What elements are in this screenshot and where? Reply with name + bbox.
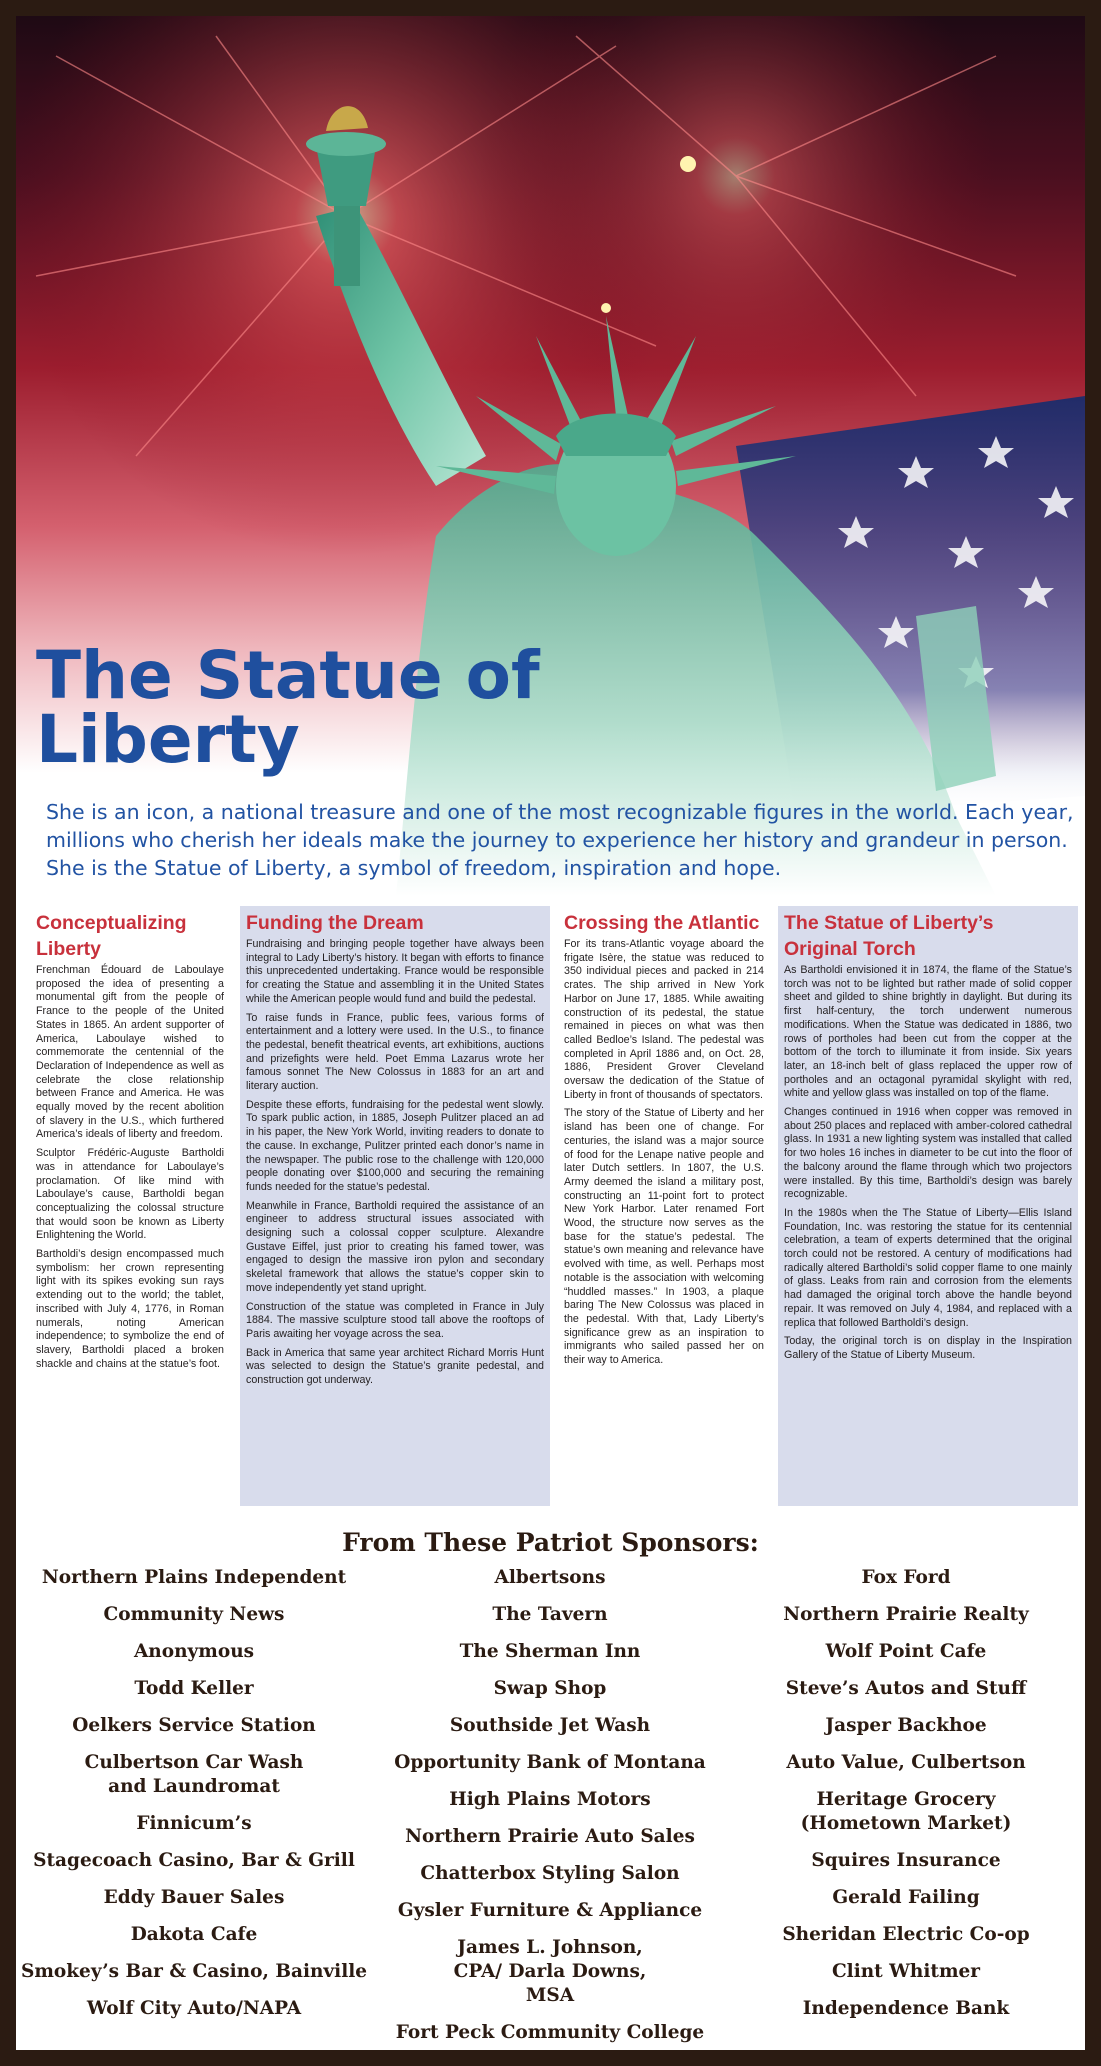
- poster: [16, 16, 1085, 2050]
- sponsor-name: James L. Johnson, CPA/ Darla Downs, MSA: [453, 1937, 647, 2006]
- article-paragraph: Sculptor Frédéric-Auguste Bartholdi was in attendance for Laboulaye’s proclamation. Of like mind with Laboulaye’s cause, Bartholdi began conceptualizing the colossal structure that would soon be known as Liberty Enlightening the World.: [36, 1147, 224, 1242]
- article-paragraph: Frenchman Édouard de Laboulaye proposed the idea of presenting a monumental gift from the people of France to the people of the United States in 1865. An ardent supporter of America, Laboulaye wished to commemorate the centennial of the Declaration of Independence as well as celebrate the close relationship between France and America. He was equally moved by the recent abolition of slavery in the U.S., which furthered America’s ideals of liberty and freedom.: [36, 964, 224, 1141]
- sponsor-name: Culbertson Car Wash and Laundromat: [84, 1752, 304, 1797]
- article-paragraph: For its trans-Atlantic voyage aboard the frigate Isère, the statue was reduced to 350 individual pieces and packed in 214 crates. The ship arrived in New York Harbor on June 17, 1885. While awaiting construction of its pedestal, the statue remained in pieces on what was then called Bedloe’s Island. The pedestal was completed in April 1886 and, on Oct. 28, 1886, President Grover Cleveland oversaw the dedication of the Statue of Liberty in front of thousands of spectators.: [564, 938, 764, 1101]
- article-paragraph: Today, the original torch is on display in the Inspiration Gallery of the Statue of Liberty Museum.: [784, 1335, 1072, 1361]
- page-title: The Statue of Liberty: [36, 637, 540, 778]
- sponsor-name: Albertsons: [494, 1567, 606, 1588]
- article-crossing: [558, 906, 770, 1506]
- article-conceptualizing: [30, 906, 230, 1506]
- article-paragraph: Despite these efforts, fundraising for the pedestal went slowly. To spark public action, in 1885, Joseph Pulitzer placed an ad in his paper, the New York World, inviting readers to donate to the cause. In exchange, Pulitzer printed each donor’s name in the newspaper. The public rose to the challenge with 120,000 people donating over $100,000 and securing the remaining funds needed for the statue’s pedestal.: [246, 1098, 544, 1193]
- sponsor-column-1: [16, 1566, 372, 2034]
- sponsor-name: Chatterbox Styling Salon: [420, 1863, 680, 1884]
- sponsor-name: Finnicum’s: [136, 1813, 252, 1834]
- article-original-torch: [778, 906, 1078, 1506]
- sponsor-name: The Tavern: [492, 1604, 608, 1625]
- sponsor-name: Eddy Bauer Sales: [103, 1887, 285, 1908]
- sponsor-name: Steve’s Autos and Stuff: [785, 1678, 1027, 1699]
- sponsor-name: Auto Value, Culbertson: [786, 1752, 1026, 1773]
- sponsor-name: Dakota Cafe: [130, 1924, 258, 1945]
- sponsor-name: Squires Insurance: [811, 1850, 1001, 1871]
- sponsor-column-2: [372, 1566, 728, 2050]
- sponsor-name: Heritage Grocery (Hometown Market): [800, 1789, 1012, 1834]
- sponsor-name: Opportunity Bank of Montana: [394, 1752, 706, 1773]
- article-paragraph: Back in America that same year architect Richard Morris Hunt was selected to design the Statue’s granite pedestal, and construction got underway.: [246, 1346, 544, 1387]
- article-heading: Funding the Dream: [246, 912, 424, 934]
- sponsor-name: Fort Peck Community College: [395, 2022, 705, 2043]
- sponsor-name: Todd Keller: [134, 1678, 254, 1699]
- sponsor-name: Gysler Furniture & Appliance: [397, 1900, 703, 1921]
- sponsor-name: Swap Shop: [493, 1678, 607, 1699]
- sponsor-name: Smokey’s Bar & Casino, Bainville: [20, 1961, 368, 1982]
- article-paragraph: Fundraising and bringing people together have always been integral to Lady Liberty’s history. It began with efforts to finance this unprecedented undertaking. France would be responsible for creating the Statue and assembling it in the United States while the American people would fund and build the pedestal.: [246, 938, 544, 1005]
- intro-text: She is an icon, a national treasure and one of the most recognizable figures in the world. Each year, millions who cherish her ideals make the journey to experience her history and grandeur in person. She is the Statue of Liberty, a symbol of freedom, inspiration and hope.: [46, 800, 1074, 880]
- hero-banner: [16, 16, 1085, 896]
- sponsor-name: Fox Ford: [861, 1567, 951, 1588]
- sponsor-name: Community News: [103, 1604, 285, 1625]
- sponsor-name: Clint Whitmer: [831, 1961, 981, 1982]
- sponsor-name: Jasper Backhoe: [825, 1715, 987, 1736]
- sponsor-name: Gerald Failing: [832, 1887, 980, 1908]
- sponsor-name: Oelkers Service Station: [72, 1715, 316, 1736]
- article-funding: [240, 906, 550, 1506]
- articles-section: [16, 906, 1085, 1506]
- article-paragraph: In the 1980s when the The Statue of Liberty—Ellis Island Foundation, Inc. was restoring the statue for its centennial celebration, a team of experts determined that the original torch could not be restored. A century of modifications had radically altered Bartholdi’s solid copper flame to one mainly of glass. Leaks from rain and corrosion from the elements had damaged the original torch above the handle beyond repair. It was removed on July 4, 1984, and replaced with a replica that followed Bartholdi’s design.: [784, 1206, 1072, 1329]
- sponsor-name: High Plains Motors: [449, 1789, 651, 1810]
- article-heading: Conceptualizing Liberty: [36, 912, 187, 960]
- sponsor-name: Northern Prairie Auto Sales: [405, 1826, 695, 1847]
- sponsor-name: Northern Prairie Realty: [783, 1604, 1029, 1625]
- sponsors-title: From These Patriot Sponsors:: [342, 1528, 759, 1557]
- sponsor-name: Northern Plains Independent: [41, 1567, 347, 1588]
- sponsor-name: Wolf Point Cafe: [825, 1641, 987, 1662]
- sponsor-name: Wolf City Auto/NAPA: [86, 1998, 302, 2019]
- sponsor-name: Anonymous: [133, 1641, 255, 1662]
- article-paragraph: Changes continued in 1916 when copper was removed in about 250 places and replaced with amber-colored cathedral glass. In 1931 a new lighting system was installed that called for two holes 16 inches in diameter to be cut into the floor of the balcony around the flame through which two projectors were installed. By this time, Bartholdi’s design was barely recognizable.: [784, 1106, 1072, 1201]
- article-heading: Crossing the Atlantic: [564, 912, 760, 934]
- sponsor-name: Southside Jet Wash: [449, 1715, 651, 1736]
- sponsor-column-3: [728, 1566, 1084, 2034]
- article-paragraph: Construction of the statue was completed in France in July 1884. The massive sculpture stood tall above the rooftops of Paris awaiting her voyage across the sea.: [246, 1300, 544, 1340]
- article-heading: The Statue of Liberty’s Original Torch: [784, 912, 994, 960]
- article-paragraph: Bartholdi’s design encompassed much symbolism: her crown representing light with its spikes evoking sun rays extending out to the world; the tablet, inscribed with July 4, 1776, in Roman numerals, noting American independence; to symbolize the end of slavery, Bartholdi placed a broken shackle and chains at the statue’s foot.: [36, 1248, 224, 1370]
- article-paragraph: To raise funds in France, public fees, various forms of entertainment and a lottery were used. In the U.S., to finance the pedestal, benefit theatrical events, art exhibitions, auctions and prizefights were held. Poet Emma Lazarus wrote her famous sonnet The New Colossus in 1883 for an art and literary auction.: [246, 1011, 544, 1093]
- article-paragraph: Meanwhile in France, Bartholdi required the assistance of an engineer to address structural issues associated with designing such a colossal copper sculpture. Alexandre Gustave Eiffel, just prior to creating his famed tower, was engaged to design the massive iron pylon and secondary skeletal framework that allows the statue’s copper skin to move independently yet stand upright.: [246, 1199, 544, 1294]
- sponsor-name: Stagecoach Casino, Bar & Grill: [33, 1850, 355, 1871]
- sponsor-name: Sheridan Electric Co-op: [782, 1924, 1030, 1945]
- article-paragraph: The story of the Statue of Liberty and her island has been one of change. For centuries, the island was a major source of food for the Lenape native people and later Dutch settlers. In 1807, the U.S. Army deemed the island a military post, constructing an 11-point fort to protect New York Harbor. Later renamed Fort Wood, the structure now serves as the base for the statue’s pedestal. The statue’s own meaning and relevance have evolved with time, as well. Perhaps most notable is the association with welcoming “huddled masses.” In 1903, a plaque baring The New Colossus was placed in the pedestal. With that, Lady Liberty’s significance grew as an inspiration to immigrants who sailed passed her on their way to America.: [564, 1107, 764, 1367]
- sponsor-name: The Sherman Inn: [459, 1641, 641, 1662]
- sponsor-name: Independence Bank: [802, 1998, 1010, 2019]
- article-paragraph: As Bartholdi envisioned it in 1874, the flame of the Statue’s torch was not to be lighted but rather made of solid copper sheet and gilded to shine brightly in daylight. But during its first half-century, the torch underwent numerous modifications. When the Statue was dedicated in 1886, two rows of portholes had been cut from the copper at the bottom of the torch to illuminate it from inside. Six years later, an 18-inch belt of glass replaced the upper row of portholes and an octagonal pyramidal skylight with red, white and yellow glass was installed on top of the flame.: [784, 964, 1072, 1100]
